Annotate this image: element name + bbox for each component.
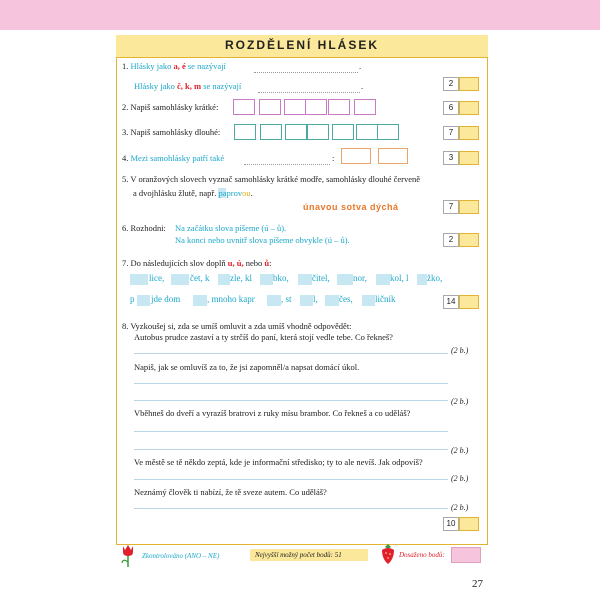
- q7-nebo: nebo: [245, 258, 263, 268]
- top-color-band: [0, 0, 600, 30]
- q4-number: 4.: [122, 153, 131, 163]
- q8-instruction: 8. Vyzkoušej si, zda se umíš omluvit a zda umíš vhodně odpovědět:: [122, 321, 352, 331]
- points-value: 2: [443, 233, 459, 247]
- q5-line2: [133, 188, 253, 199]
- strawberry-icon: [380, 543, 396, 565]
- answer-box[interactable]: [332, 124, 354, 140]
- points-value: 7: [443, 200, 459, 214]
- q4-text: Mezi samohlásky patří také: [130, 153, 225, 163]
- score-field[interactable]: [459, 233, 479, 247]
- answer-box[interactable]: [377, 124, 399, 140]
- q1-line2-period: .: [361, 81, 364, 91]
- max-points-label: Nejvyšší možný počet bodů: 51: [255, 551, 342, 559]
- answer-box[interactable]: [234, 124, 256, 140]
- q8-situation-2: Napiš, jak se omluvíš za to, že jsi zapomněl/a napsat domácí úkol.: [134, 362, 360, 372]
- q6-label: 6. Rozhodni:: [122, 223, 166, 233]
- answer-box[interactable]: [378, 148, 408, 164]
- score-field[interactable]: [459, 200, 479, 214]
- answer-line[interactable]: [134, 507, 448, 509]
- fill-blank[interactable]: [300, 295, 313, 306]
- fill-blank[interactable]: [337, 274, 353, 285]
- q1-line1-period: .: [359, 61, 362, 71]
- fill-blank[interactable]: [376, 274, 390, 285]
- fill-blank[interactable]: [325, 295, 339, 306]
- fill-blank[interactable]: [130, 274, 148, 285]
- q1-line2-letters: č, k, m: [176, 81, 202, 91]
- fill-word: l,: [313, 294, 318, 304]
- q7-instruction: [122, 258, 272, 269]
- q1-line1-text: Hlásky jako: [130, 61, 174, 71]
- q7-text: 7. Do následujících slov doplň: [122, 258, 226, 268]
- q5-instruction: 5. V oranžových slovech vyznač samohlásky krátké modře, samohlásky dlouhé červeně: [122, 174, 421, 184]
- fill-word: nor,: [353, 273, 367, 283]
- q5-example-mid: prov: [226, 188, 243, 198]
- q4-line: [122, 153, 224, 164]
- answer-line[interactable]: [254, 71, 358, 73]
- points-label: (2 b.): [451, 397, 469, 406]
- fill-word: čitel,: [312, 273, 330, 283]
- q5-example-dot: .: [250, 188, 253, 198]
- q8-situation-1: Autobus prudce zastaví a ty strčíš do paní, která stojí vedle tebe. Co řekneš?: [134, 332, 393, 342]
- fill-word: kol, l: [390, 273, 409, 283]
- answer-line[interactable]: [134, 399, 448, 401]
- page-number: 27: [472, 578, 483, 590]
- answer-box[interactable]: [259, 99, 281, 115]
- q8-situation-4: Ve městě se tě někdo zeptá, kde je informační středisko; ty to ale nevíš. Jak odpovíš?: [134, 457, 423, 467]
- score-field[interactable]: [459, 295, 479, 309]
- fill-blank[interactable]: [417, 274, 427, 285]
- fill-word: lice,: [149, 273, 165, 283]
- fill-blank[interactable]: [260, 274, 273, 285]
- q6-option-1[interactable]: Na začátku slova píšeme (ú – ů).: [175, 223, 287, 233]
- answer-line[interactable]: [134, 478, 448, 480]
- answer-box[interactable]: [354, 99, 376, 115]
- answer-box[interactable]: [285, 124, 307, 140]
- q7-colon: :: [269, 258, 272, 268]
- answer-box[interactable]: [307, 124, 329, 140]
- fill-blank[interactable]: [171, 274, 189, 285]
- fill-blank[interactable]: [267, 295, 281, 306]
- answer-box[interactable]: [233, 99, 255, 115]
- points-label: (2 b.): [451, 474, 469, 483]
- fill-blank[interactable]: [362, 295, 375, 306]
- fill-word: čes,: [339, 294, 353, 304]
- points-value: 2: [443, 77, 459, 91]
- points-value: 3: [443, 151, 459, 165]
- q1-line1-text-b: se nazývají: [185, 61, 226, 71]
- q1-line1-letters: a, é: [173, 61, 186, 71]
- q1-line1: [122, 61, 226, 72]
- answer-box[interactable]: [328, 99, 350, 115]
- q2-text: 2. Napiš samohlásky krátké:: [122, 102, 219, 112]
- answer-box[interactable]: [341, 148, 371, 164]
- q6-option-2[interactable]: Na konci nebo uvnitř slova píšeme obvykle (ú – ů).: [175, 235, 350, 245]
- q3-text: 3. Napiš samohlásky dlouhé:: [122, 127, 221, 137]
- answer-line[interactable]: [134, 382, 448, 384]
- answer-line[interactable]: [134, 352, 448, 354]
- answer-line[interactable]: [258, 91, 360, 93]
- score-field[interactable]: [459, 517, 479, 531]
- fill-word: jde dom: [151, 294, 181, 304]
- points-value: 7: [443, 126, 459, 140]
- fill-word: , st: [281, 294, 292, 304]
- points-value: 14: [443, 295, 459, 309]
- achieved-points-label: Dosaženo bodů:: [399, 551, 445, 559]
- q1-line2-text-b: se nazývají: [201, 81, 242, 91]
- fill-word: p: [130, 294, 135, 304]
- fill-word: bko,: [273, 273, 289, 283]
- achieved-points-field[interactable]: [451, 547, 481, 563]
- q1-number: 1.: [122, 61, 131, 71]
- q1-line2-text: Hlásky jako: [134, 81, 177, 91]
- fill-word: čet, k: [190, 273, 210, 283]
- q8-situation-3: Vběhneš do dveří a vyrazíš bratrovi z ruky mísu brambor. Co řekneš a co uděláš?: [134, 408, 411, 418]
- score-field[interactable]: [459, 101, 479, 115]
- fill-word: žko,: [427, 273, 443, 283]
- points-label: (2 b.): [451, 503, 469, 512]
- q7-letters: u, ú,: [227, 258, 244, 268]
- answer-box[interactable]: [356, 124, 378, 140]
- score-field[interactable]: [459, 126, 479, 140]
- checked-label: Zkontrolováno (ANO – NE): [142, 552, 220, 560]
- answer-box[interactable]: [305, 99, 327, 115]
- points-label: (2 b.): [451, 346, 469, 355]
- answer-line[interactable]: [244, 163, 330, 165]
- q5-example-label: a dvojhlásku žlutě, např.: [133, 188, 217, 198]
- q5-orange-words: únavou sotva dýchá: [303, 202, 399, 212]
- score-field[interactable]: [459, 151, 479, 165]
- answer-line[interactable]: [134, 448, 448, 450]
- points-value: 10: [443, 517, 459, 531]
- fill-blank[interactable]: [137, 295, 150, 306]
- q5-example-yellow: ou: [242, 188, 251, 198]
- worksheet-title: ROZDĚLENÍ HLÁSEK: [224, 38, 379, 52]
- answer-line[interactable]: [134, 430, 448, 432]
- tulip-icon: [120, 544, 136, 568]
- fill-word: , mnoho kapr: [207, 294, 255, 304]
- q7-letter3: ů: [264, 258, 270, 268]
- q5-example-blue: pa: [218, 188, 227, 198]
- fill-word: ličník: [375, 294, 396, 304]
- fill-blank[interactable]: [218, 274, 230, 285]
- answer-box[interactable]: [260, 124, 282, 140]
- q4-colon: :: [332, 153, 335, 163]
- fill-blank[interactable]: [298, 274, 312, 285]
- fill-word: zle, kl: [230, 273, 252, 283]
- score-field[interactable]: [459, 77, 479, 91]
- q1-line2: [134, 81, 241, 92]
- fill-blank[interactable]: [193, 295, 207, 306]
- q8-situation-5: Neznámý člověk ti nabízí, že tě sveze autem. Co uděláš?: [134, 487, 327, 497]
- points-label: (2 b.): [451, 446, 469, 455]
- answer-box[interactable]: [284, 99, 306, 115]
- points-value: 6: [443, 101, 459, 115]
